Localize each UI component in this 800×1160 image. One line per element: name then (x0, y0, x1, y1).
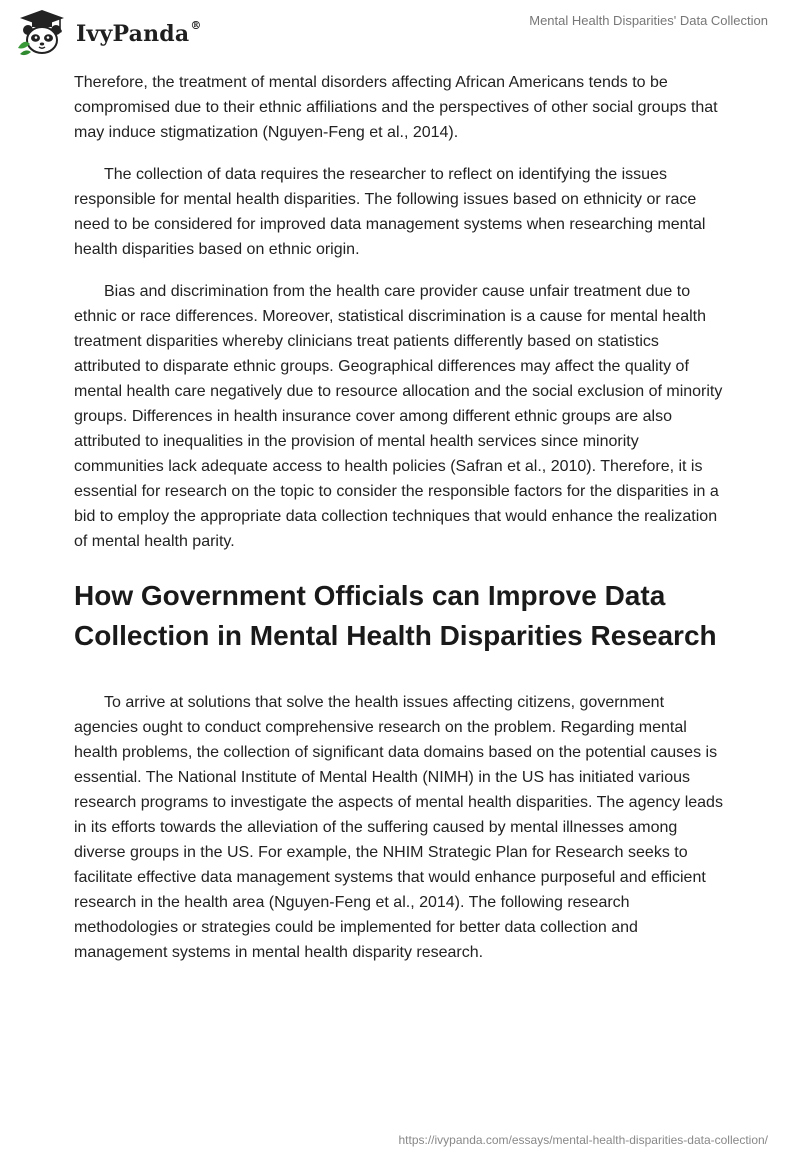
paragraph-continuation: Therefore, the treatment of mental disorders affecting African Americans tends to be compromised due to their ethnic affiliations and the perspectives of other social groups that may induce stigmatization (Nguyen-Feng et al., 2014). (74, 74, 718, 141)
registered-mark: ® (190, 19, 202, 32)
paragraph: To arrive at solutions that solve the health issues affecting citizens, government agencies ought to conduct comprehensive research on the problem. Regarding mental health problems, the collection of significant data domains based on the potential causes is essential. The National Institute of Mental Health (NIMH) in the US has initiated various research programs to investigate the aspects of mental health disparities. The agency leads in its efforts towards the alleviation of the suffering caused by mental illnesses among diverse groups in the US. For example, the NHIM Strategic Plan for Research seeks to facilitate effective data management systems that would enhance purposeful and efficient research in the health area (Nguyen-Feng et al., 2014). The following research methodologies or strategies could be implemented for better data collection and management systems in mental health disparity research. (74, 694, 723, 961)
paragraph: Bias and discrimination from the health care provider cause unfair treatment due to ethnic or race differences. Moreover, statistical discrimination is a cause for mental health treatment disparities whereby clinicians treat patients differently based on statistics attributed to disparate ethnic groups. Geographical differences may affect the quality of mental health care negatively due to resource allocation and the social exclusion of minority groups. Differences in health insurance cover among different ethnic groups are also attributed to inequalities in the provision of mental health services since minority communities lack adequate access to health policies (Safran et al., 2010). Therefore, it is essential for research on the topic to consider the responsible factors for the disparities in a bid to employ the appropriate data collection techniques that would enhance the realization of mental health parity. (74, 283, 723, 550)
panda-graduate-icon (14, 8, 70, 56)
source-url[interactable]: https://ivypanda.com/essays/mental-health-disparities-data-collection/ (398, 1133, 768, 1147)
page-header (0, 0, 800, 62)
document-title: Mental Health Disparities' Data Collection (529, 13, 768, 28)
section-heading: How Government Officials can Improve Data Collection in Mental Health Disparities Research (74, 580, 717, 651)
paragraph: The collection of data requires the researcher to reflect on identifying the issues responsible for mental health disparities. The following issues based on ethnicity or race need to be considered for improved data management systems when researching mental health disparities based on ethnic origin. (74, 166, 706, 258)
article-body (74, 70, 726, 982)
ivypanda-logo[interactable] (14, 8, 202, 56)
brand-name: IvyPanda® (76, 19, 202, 47)
